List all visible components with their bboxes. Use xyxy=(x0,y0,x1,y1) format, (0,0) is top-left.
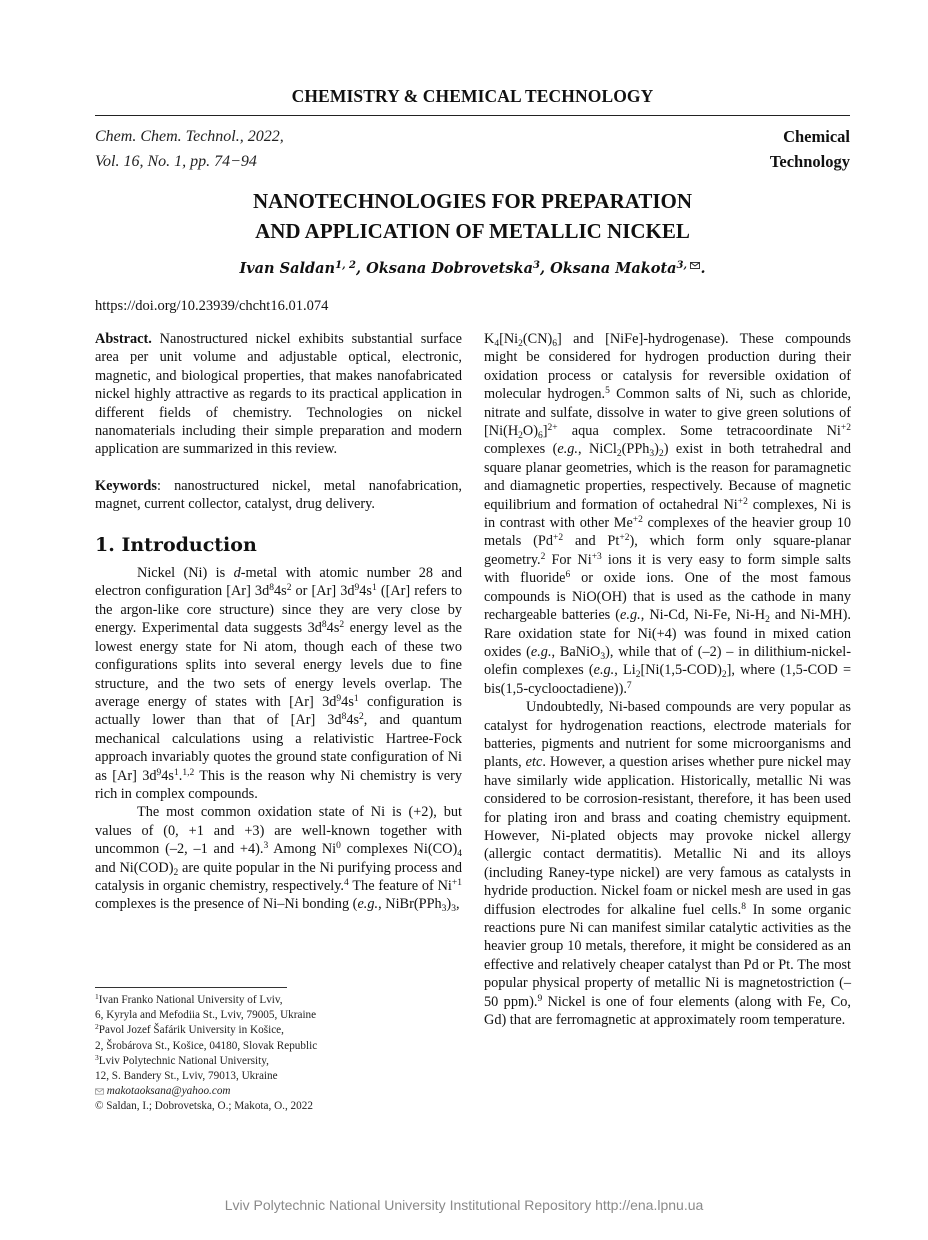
journal-section xyxy=(770,124,850,174)
footnote-address-1: 6, Kyryla and Mefodiia St., Lviv, 79005, Ukraine xyxy=(95,1009,317,1022)
title-line-2: AND APPLICATION OF METALLIC NICKEL xyxy=(255,219,690,243)
footnote-affiliation-2: $^2$Pavol Jozef Šafárik University in Košice, xyxy=(95,1022,284,1037)
author-affiliation: 3, xyxy=(677,260,701,271)
doi-link[interactable]: https://doi.org/10.23939/chcht16.01.074 xyxy=(95,298,329,314)
keywords xyxy=(95,477,462,514)
author-name: Oksana Dobrovetska xyxy=(366,260,533,277)
abstract-text: Nanostructured nickel exhibits substantial surface area per unit volume and adjustable optical, electronic, magnetic, and biological properties, that makes nanofabricated nickel highly attractive as regards to its practical application in different fields of chemistry. Technologies on nickel nanomaterials including their simple preparation and modern application are summarized in this review. xyxy=(95,331,462,458)
journal-header: CHEMISTRY & CHEMICAL TECHNOLOGY xyxy=(291,86,654,106)
citation-line-1: Chem. Chem. Technol., 2022, xyxy=(95,128,284,145)
footnote-address-3: 12, S. Bandery St., Lviv, 79013, Ukraine xyxy=(95,1070,278,1083)
abstract-label: Abstract. xyxy=(95,331,152,347)
section-line-1: Chemical xyxy=(783,127,850,146)
keywords-label: Keywords xyxy=(95,477,157,494)
footnote-address-2: 2, Šrobárova St., Košice, 04180, Slovak Republic xyxy=(95,1039,318,1052)
left-column xyxy=(95,330,462,914)
title-line-1: NANOTECHNOLOGIES FOR PREPARATION xyxy=(252,189,693,213)
footnote-rule xyxy=(95,987,287,988)
body-paragraph: $K_4[Ni_2(CN)_6]$ and [NiFe]-hydrogenase). These compounds might be considered for hydrogen production during their oxidation process or catalysis for reversible oxidation of molecular hydrogen.$^5$ Common salts of Ni, such as chloride, nitrate and sulfate, dissolve in water to give green solutions of $[Ni(H_2O)_6]^{2+}$ aqua complex. Some tetracoordinate $Ni^{+2}$ complexes (e.g., $NiCl_2(PPh_3)_2$) exist in both tetrahedral and square planar geometries, which is the reason for paramagnetic and diamagnetic properties, respectively. Because of magnetic equilibrium and formation of octahedral $Ni^{+2}$ complexes, Ni is in contrast with other $Me^{+2}$ complexes of the heavier group 10 metals ($Pd^{+2}$ and $Pt^{+2}$), which form only square-planar geometry.$^2$ For $Ni^{+3}$ ions it is very easy to form simple salts with fluoride$^6$ or oxide ions. One of the most famous compounds is NiO(OH) that is used as the cathode in many rechargeable batteries (e.g., Ni-Cd, Ni-Fe, $Ni-H_2$ and Ni-MH). Rare oxidation state for Ni(+4) was found in mixed cation oxides (e.g., BaNiO$_3$), while that of (–2) – in dilithium-nickel-olefin complexes (e.g., $Li_2[Ni(1,5-COD)_2]$, where (1,5-COD = bis(1,5-cyclooctadiene)).$^7$ xyxy=(484,331,852,697)
author-name: Ivan Saldan xyxy=(239,260,336,277)
footnote-affiliation-1: $^1$Ivan Franko National University of Lviv, xyxy=(95,992,283,1006)
section-line-2: Technology xyxy=(769,152,850,171)
body-paragraph: Undoubtedly, Ni-based compounds are very popular as catalyst for hydrogenation reactions, electrode materials for batteries, pigments and nutrient for some microorganisms and plants, etc. However, a question arises whether pure nickel may have similarly wide application. Historically, metallic Ni was considered to be corrosion-resistant, therefore, it has been used for plating iron and brass and coating chemistry equipment. However, Ni-plated objects may provoke nickel allergy (allergic contact dermatitis). Metallic Ni and its alloys (including Raney-type nickel) are very famous as catalysts in hydride production. Nickel foam or nickel mesh are used in gas diffusion electrodes for alkaline fuel cells.$^8$ In some organic reactions pure Ni can manifest similar catalytic activities as the heavier group 10 metals, therefore, it might be considered as an effective and relatively cheaper catalyst than Pd or Pt. The most popular physical property of metallic Ni is magnetostriction (–50 ppm).$^9$ Nickel is one of four elements (along with Fe, Co, Gd) that are ferromagnetic at approximately room temperature. xyxy=(484,699,852,1029)
author-list: Ivan Saldan$^{1, 2}$, Oksana Dobrovetska$^3$, Oksana Makota$^{3,}$ . xyxy=(239,260,706,277)
footnote-affiliation-3: $^3$Lviv Polytechnic National University, xyxy=(95,1052,269,1067)
envelope-icon xyxy=(690,262,700,269)
citation xyxy=(95,124,284,174)
repository-footer: Lviv Polytechnic National University Institutional Repository http://ena.lpnu.ua xyxy=(224,1197,704,1213)
keywords-text: : nanostructured nickel, metal nanofabrication, magnet, current collector, catalyst, drug delivery. xyxy=(95,477,462,513)
right-column xyxy=(484,330,851,1029)
footnote-copyright: © Saldan, I.; Dobrovetska, O.; Makota, O., 2022 xyxy=(95,1100,313,1113)
author-name: Oksana Makota xyxy=(550,260,677,277)
header-rule xyxy=(95,115,850,116)
abstract xyxy=(95,330,462,459)
envelope-icon xyxy=(95,1088,104,1095)
body-paragraph: The most common oxidation state of Ni is (+2), but values of (0, +1 and +3) are well-known together with uncommon (–2, –1 and +4).$^3$ Among Ni$^0$ complexes $Ni(CO)_4$ and $Ni(COD)_2$ are quite popular in the Ni purifying process and catalysis in organic chemistry, respectively.$^4$ The feature of $Ni^{+1}$ complexes is the presence of Ni–Ni bonding (e.g., $NiBr(PPh_3)_3$, xyxy=(95,804,463,915)
citation-line-2: Vol. 16, No. 1, pp. 74−94 xyxy=(95,153,257,170)
body-paragraph: Nickel (Ni) is d-metal with atomic number 28 and electron configuration [Ar] $3d^84s^2$ or [Ar] $3d^94s^1$ ([Ar] refers to the argon-like core structure) since they are very close by energy. Experimental data suggests $3d^84s^2$ energy level as the lowest energy state for Ni atom, though each of these two configurations splits into several energy levels due to fine structure, and the two sets of energy levels overlap. The average energy of states with [Ar] $3d^94s^1$ configuration is actually lower than that of [Ar] $3d^84s^2$, and quantum mechanical calculations using a relativistic Hartree-Fock approach invariably quotes the ground state configuration of Ni as [Ar] $3d^94s^1.^{1,2}$ This is the reason why Ni chemistry is very rich in complex compounds. xyxy=(95,565,463,802)
author-affiliation: 3 xyxy=(532,260,540,271)
footnotes xyxy=(95,993,462,1115)
article-title xyxy=(95,186,850,246)
section-heading: 1. Introduction xyxy=(95,533,257,556)
author-affiliation: 1, 2 xyxy=(335,260,356,271)
footnote-email[interactable]: makotaoksana@yahoo.com xyxy=(95,1084,462,1099)
